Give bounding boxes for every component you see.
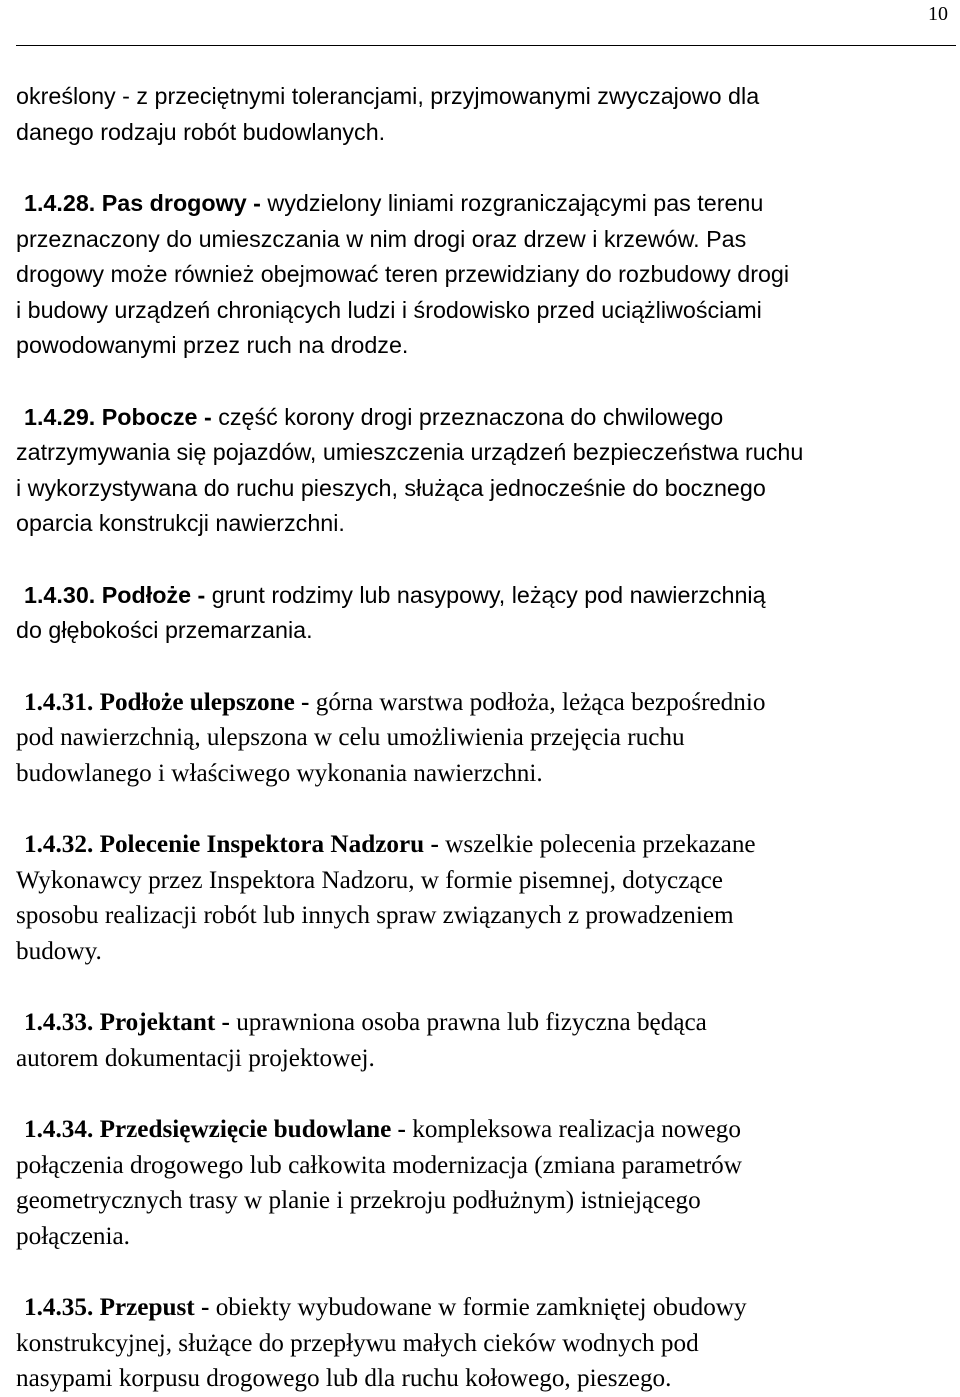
paragraph-1-4-34 — [16, 1112, 951, 1254]
paragraph-text: uprawniona osoba prawna lub fizyczna będąca autorem dokumentacji projektowej. — [16, 1009, 707, 1072]
paragraph-text: grunt rodzimy lub nasypowy, leżący pod nawierzchnią do głębokości przemarzania. — [16, 581, 766, 643]
section-number: 1.4.30. — [24, 581, 96, 608]
paragraph-text: górna warstwa podłoża, leżąca bezpośrednio pod nawierzchnią, ulepszona w celu umożliwienia przejęcia ruchu budowlanego i właściwego wykonania nawierzchni. — [16, 688, 766, 787]
section-number: 1.4.31. — [24, 688, 94, 716]
defined-term: Podłoże - — [95, 581, 212, 608]
paragraph-1-4-28 — [16, 186, 951, 364]
paragraph-1-4-31 — [16, 685, 951, 792]
page-number: 10 — [928, 3, 948, 25]
paragraph-text: wydzielony liniami rozgraniczającymi pas terenu przeznaczony do umieszczania w nim drogi oraz drzew i krzewów. Pas drogowy może również obejmować teren przewidziany do rozbudowy drogi i budowy urządzeń chroniących ludzi i środowisko przed uciążliwościami powodowanymi przez ruch na drodze. — [16, 190, 790, 358]
section-number: 1.4.35. — [24, 1294, 94, 1321]
defined-term: Polecenie Inspektora Nadzoru - — [93, 831, 446, 858]
defined-term: Przepust - — [93, 1294, 216, 1321]
paragraph-text: obiekty wybudowane w formie zamkniętej obudowy konstrukcyjnej, służące do przepływu małych cieków wodnych pod nasypami korpusu drogowego lub dla ruchu kołowego, pieszego. — [16, 1294, 747, 1392]
section-number: 1.4.32. — [24, 831, 94, 858]
paragraph-text: określony - z przeciętnymi tolerancjami, przyjmowanymi zwyczajowo dla danego rodzaju robót budowlanych. — [16, 83, 760, 145]
paragraph-1-4-32 — [16, 827, 951, 969]
defined-term: Podłoże ulepszone - — [93, 688, 316, 716]
paragraph-1-4-29 — [16, 400, 951, 542]
section-number: 1.4.33. — [24, 1009, 94, 1036]
paragraph-1-4-30 — [16, 578, 951, 649]
paragraph-continuation — [16, 79, 951, 150]
defined-term: Pobocze - — [95, 403, 219, 430]
paragraph-1-4-33 — [16, 1005, 951, 1076]
paragraph-text: wszelkie polecenia przekazane Wykonawcy przez Inspektora Nadzoru, w formie pisemnej, dotyczące sposobu realizacji robót lub innych spraw związanych z prowadzeniem budowy. — [16, 831, 756, 965]
paragraph-text: część korony drogi przeznaczona do chwilowego zatrzymywania się pojazdów, umieszczenia urządzeń bezpieczeństwa ruchu i wykorzystywana do ruchu pieszych, służąca jednocześnie do bocznego oparcia konstrukcji nawierzchni. — [16, 403, 804, 536]
paragraph-text: kompleksowa realizacja nowego połączenia drogowego lub całkowita modernizacja (zmiana parametrów geometrycznych trasy w planie i przekroju podłużnym) istniejącego połączenia. — [16, 1116, 742, 1250]
section-number: 1.4.34. — [24, 1116, 94, 1143]
section-number: 1.4.28. — [24, 190, 96, 216]
defined-term: Przedsięwzięcie budowlane - — [93, 1116, 413, 1143]
defined-term: Projektant - — [93, 1009, 237, 1036]
paragraph-1-4-35 — [16, 1290, 951, 1397]
section-number: 1.4.29. — [24, 403, 96, 430]
document-body — [16, 79, 951, 1397]
defined-term: Pas drogowy - — [95, 190, 268, 216]
header-rule — [16, 45, 956, 46]
